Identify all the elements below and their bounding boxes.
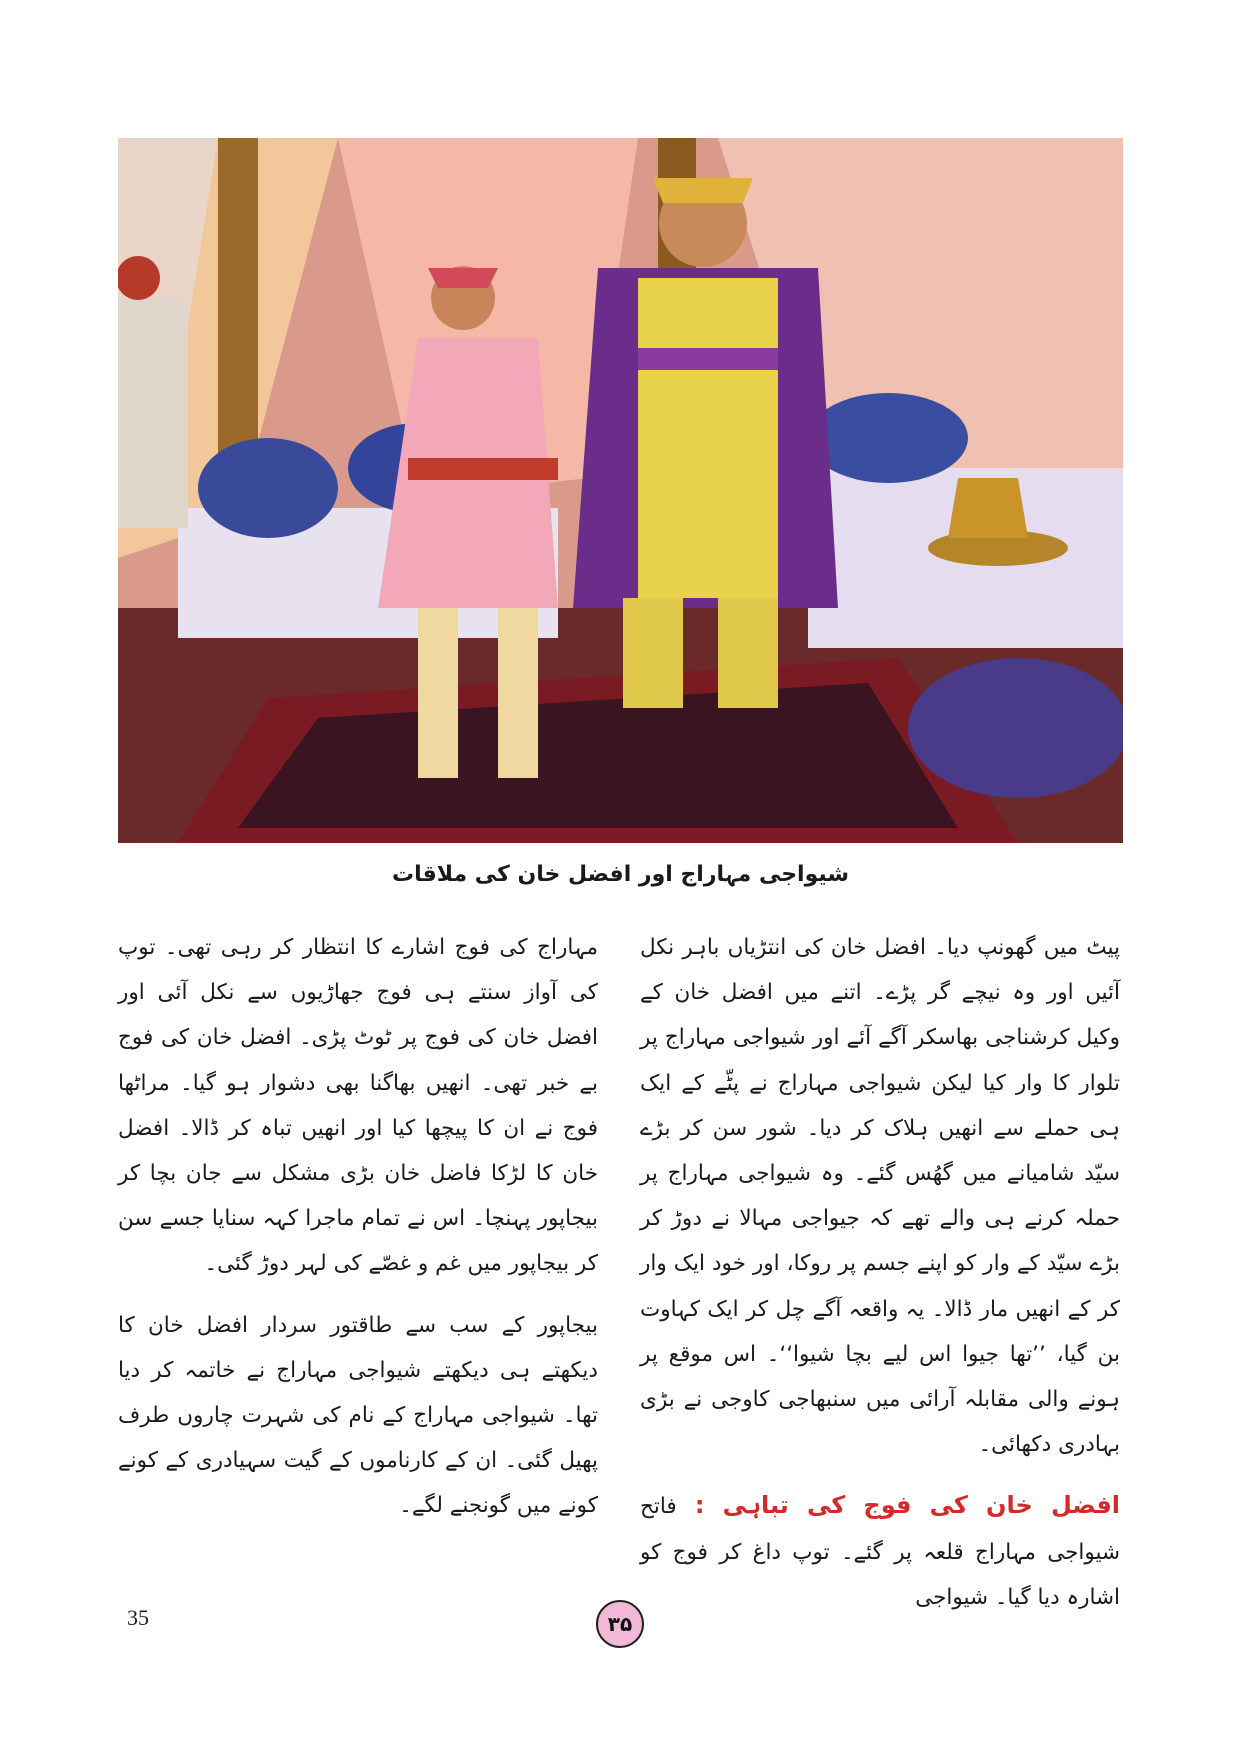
illustration-caption: شیواجی مہاراج اور افضل خان کی ملاقات [391, 862, 850, 887]
illustration-artwork [118, 138, 1123, 843]
paragraph-maratha-attack: مہاراج کی فوج اشارے کا انتظار کر رہی تھی۔ توپ کی آواز سنتے ہی فوج جھاڑیوں سے نکل آئی اور افضل خان کی فوج پر ٹوٹ پڑی۔ افضل خان کی فوج بے خبر تھی۔ انھیں بھاگنا بھی دشوار ہو گیا۔ مراٹھا فوج نے ان کا پیچھا کیا اور انھیں تباہ کر ڈالا۔ افضل خان کا لڑکا فاضل خان بڑی مشکل سے جان بچا کر بیجاپور پہنچا۔ اس نے تمام ماجرا کہہ سنایا جسے سن کر بیجاپور میں غم و غصّے کی لہر دوڑ گئی۔ [118, 935, 598, 1277]
text-column-left [118, 925, 598, 1529]
paragraph-army-destruction [640, 1483, 1120, 1620]
text-column-right [640, 925, 1120, 1620]
page-number-urdu-badge [596, 1600, 644, 1648]
paragraph-afzal-khan-death: پیٹ میں گھونپ دیا۔ افضل خان کی انتڑیاں باہر نکل آئیں اور وہ نیچے گر پڑے۔ اتنے میں افضل خان کے وکیل کرشناجی بھاسکر آگے آئے اور شیواجی مہاراج پر تلوار کا وار کیا لیکن شیواجی مہاراج نے پٹّے کے ایک ہی حملے سے انھیں ہلاک کر دیا۔ شور سن کر بڑے سیّد شامیانے میں گھُس گئے۔ وہ شیواجی مہاراج پر حملہ کرنے ہی والے تھے کہ جیواجی مہالا نے دوڑ کر بڑے سیّد کے وار کو اپنے جسم پر روکا، اور خود ایک وار کر کے انھیں مار ڈالا۔ یہ واقعہ آگے چل کر ایک کہاوت بن گیا، ’’تھا جیوا اس لیے بچا شیوا‘‘۔ اس موقع پر ہونے والی مقابلہ آرائی میں سنبھاجی کاوجی نے بڑی بہادری دکھائی۔ [640, 935, 1120, 1458]
paragraph-army-destruction-text: فاتح شیواجی مہاراج قلعہ پر گئے۔ توپ داغ کر فوج کو اشارہ دیا گیا۔ شیواجی [640, 1494, 1120, 1610]
section-heading-separator: : [676, 1491, 723, 1520]
paragraph-shivaji-fame: بیجاپور کے سب سے طاقتور سردار افضل خان کا دیکھتے ہی دیکھتے شیواجی مہاراج نے خاتمہ کر دیا تھا۔ شیواجی مہاراج کے نام کی شہرت چاروں طرف پھیل گئی۔ ان کے کارناموں کے گیت سہیادری کے کونے کونے میں گونجنے لگے۔ [118, 1312, 598, 1519]
page-number-urdu: ۳۵ [607, 1612, 633, 1636]
page-number-latin: 35 [127, 1605, 149, 1630]
illustration-shivaji-afzal-khan-meeting [118, 138, 1123, 843]
section-heading-army-destruction: افضل خان کی فوج کی تباہی [722, 1491, 1121, 1520]
